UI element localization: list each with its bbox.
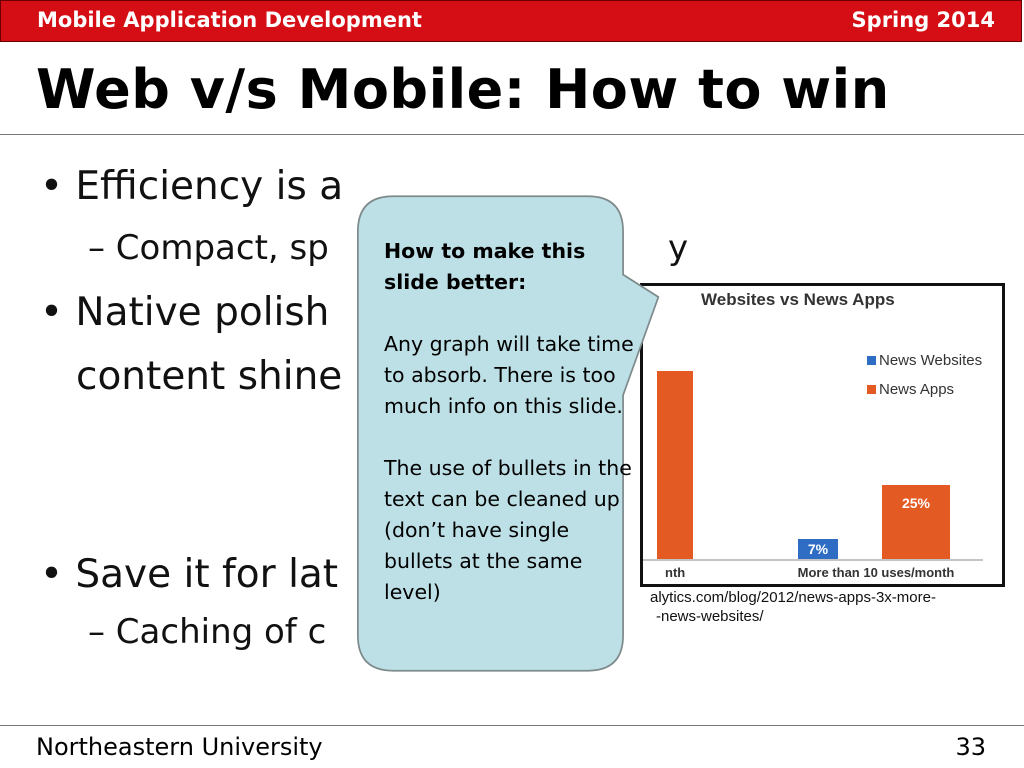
slide-title: Web v/s Mobile: How to win <box>36 58 890 121</box>
data-label-apps: 25% <box>901 495 931 511</box>
title-divider <box>0 134 1024 135</box>
bullet-2-continuation: content shine <box>76 354 343 399</box>
source-caption <box>650 588 936 626</box>
course-name: Mobile Application Development <box>37 8 422 32</box>
category-label-1: nth <box>665 565 686 580</box>
footer-organization: Northeastern University <box>36 733 323 761</box>
sub-bullet-1-tail: y <box>668 228 689 268</box>
footer-divider <box>0 725 1024 726</box>
page-number: 33 <box>955 733 986 761</box>
chart-title: Websites vs News Apps <box>701 290 895 309</box>
sub-bullet-1: – Compact, sp <box>88 228 329 268</box>
bullet-1: • Efficiency is a <box>40 164 344 209</box>
callout-text <box>384 236 639 608</box>
data-label-websites: 7% <box>807 541 829 557</box>
legend-swatch-websites <box>867 356 876 365</box>
chart-svg <box>643 286 1002 584</box>
source-caption-line-2: -news-websites/ <box>656 608 764 625</box>
bullet-2: • Native polish <box>40 290 330 335</box>
term-label: Spring 2014 <box>851 8 995 32</box>
legend-label-websites: News Websites <box>879 352 983 369</box>
sub-bullet-3: – Caching of c <box>88 612 327 652</box>
category-label-2: More than 10 uses/month <box>797 565 955 580</box>
source-caption-line-1: alytics.com/blog/2012/news-apps-3x-more- <box>650 589 936 606</box>
legend-label-apps: News Apps <box>879 381 955 398</box>
chart-image <box>640 283 1005 587</box>
bullet-3: • Save it for lat <box>40 552 339 597</box>
callout-heading: How to make this slide better: <box>384 239 586 294</box>
callout-body: Any graph will take time to absorb. There is too much info on this slide. The use of bullets in the text can be cleaned up (don’t have single bullets at the same level) <box>384 332 634 604</box>
header-bar <box>0 0 1022 42</box>
legend-swatch-apps <box>867 385 876 394</box>
